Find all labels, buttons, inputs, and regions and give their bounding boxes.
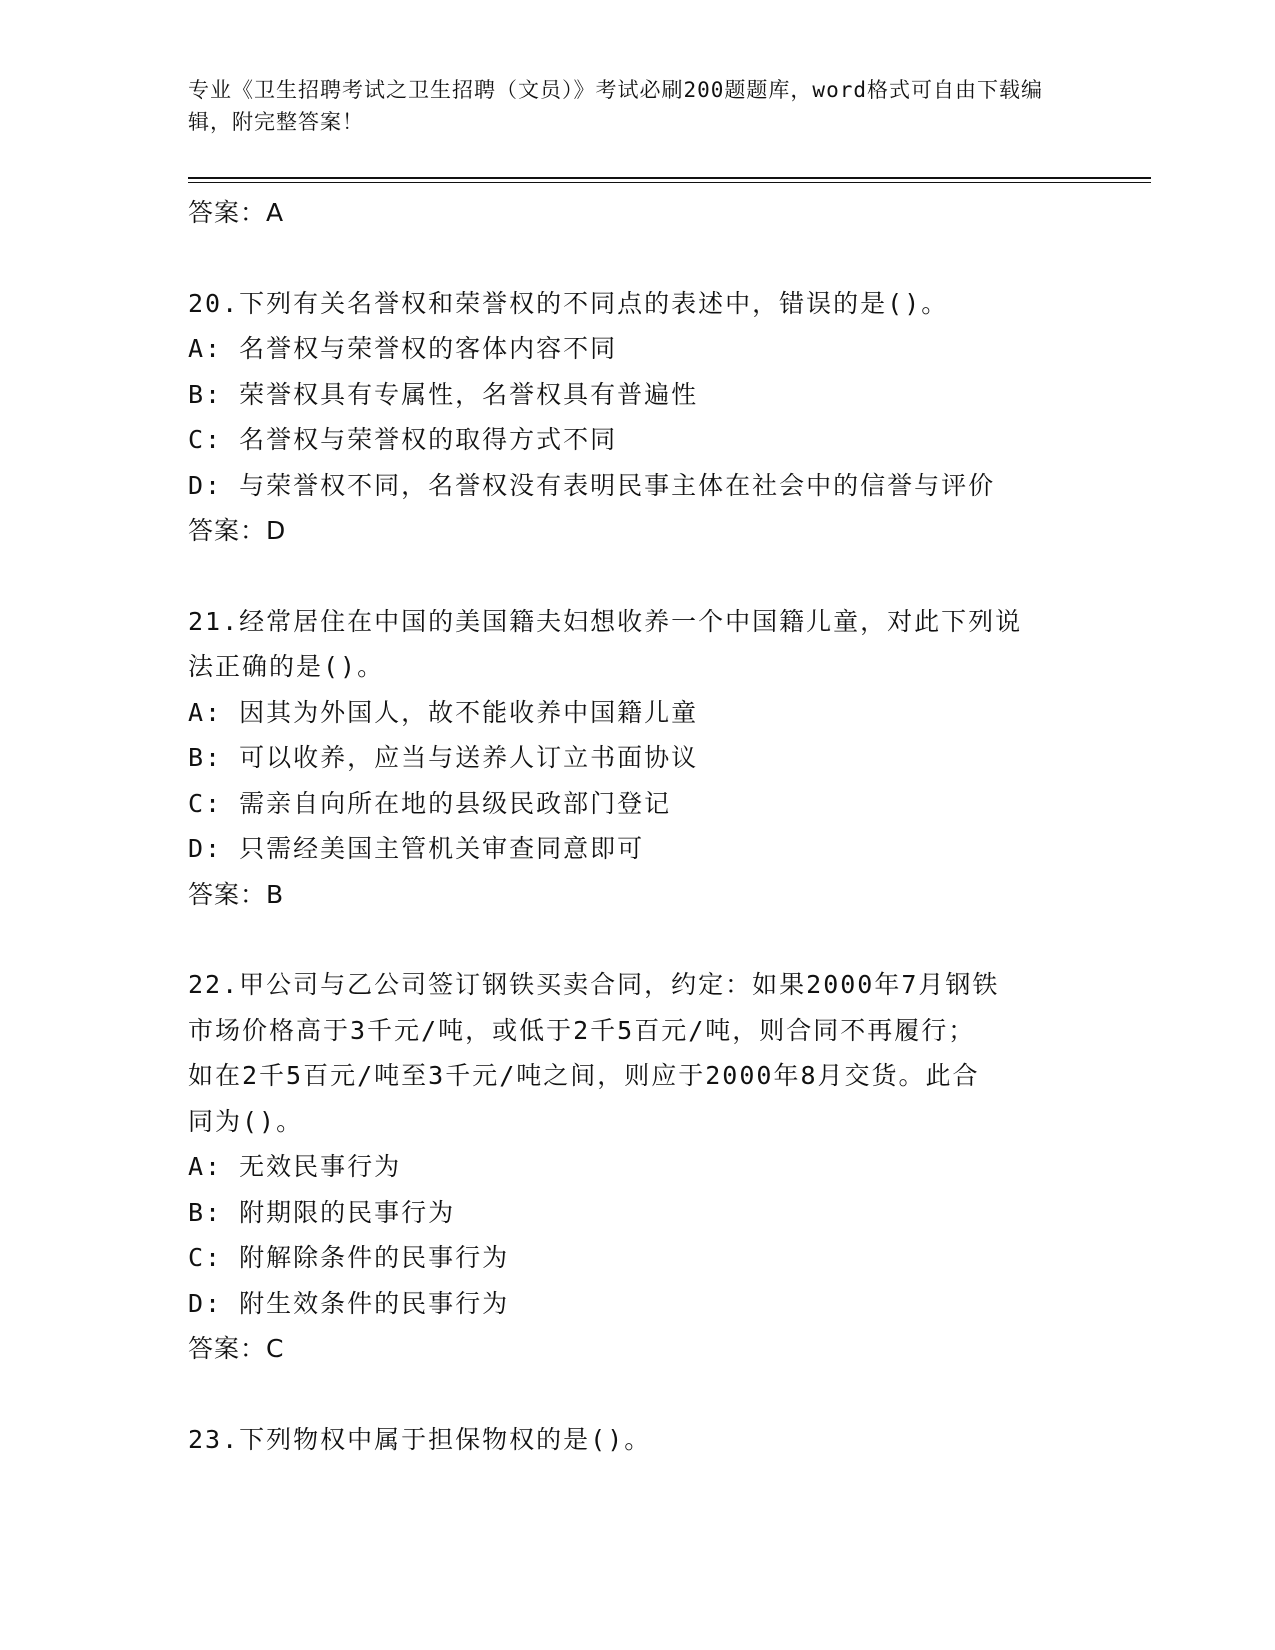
question-22 — [188, 962, 1088, 1372]
question-text: 20.下列有关名誉权和荣誉权的不同点的表述中，错误的是()。 — [188, 288, 949, 318]
document-header: 专业《卫生招聘考试之卫生招聘（文员）》考试必刷200题题库，word格式可自由下载编辑，附完整答案！ — [188, 78, 1043, 134]
option-a: A: 无效民事行为 — [188, 1152, 402, 1181]
option-d: D: 只需经美国主管机关审查同意即可 — [188, 834, 645, 863]
question-text: 21.经常居住在中国的美国籍夫妇想收养一个中国籍儿童，对此下列说 法正确的是()。 — [188, 606, 1023, 681]
option-c: C: 需亲自向所在地的县级民政部门登记 — [188, 788, 672, 818]
option-d: D: 附生效条件的民事行为 — [188, 1288, 510, 1318]
option-b: B: 可以收养，应当与送养人订立书面协议 — [188, 743, 699, 772]
option-b: B: 附期限的民事行为 — [188, 1197, 456, 1227]
question-text: 22.甲公司与乙公司签订钢铁买卖合同，约定：如果2000年7月钢铁 市场价格高于3千元/吨，或低于2千5百元/吨，则合同不再履行； 如在2千5百元/吨至3千元/吨之间，则应于2000年8月交货。此合 同为()。 — [188, 970, 1000, 1136]
header-divider-thin — [188, 182, 1151, 183]
option-c: C: 名誉权与荣誉权的取得方式不同 — [188, 425, 618, 454]
question-text: 23.下列物权中属于担保物权的是()。 — [188, 1424, 652, 1454]
question-list — [188, 190, 1088, 1462]
answer: 答案：D — [188, 516, 287, 545]
option-a: A: 因其为外国人，故不能收养中国籍儿童 — [188, 697, 699, 727]
question-20 — [188, 281, 1088, 554]
question-21 — [188, 599, 1088, 918]
answer-previous: 答案：A — [188, 198, 285, 227]
answer: 答案：B — [188, 879, 285, 909]
header-divider-thick — [188, 177, 1151, 179]
option-d: D: 与荣誉权不同，名誉权没有表明民事主体在社会中的信誉与评价 — [188, 470, 996, 500]
answer: 答案：C — [188, 1334, 285, 1363]
option-b: B: 荣誉权具有专属性，名誉权具有普遍性 — [188, 379, 699, 409]
option-a: A: 名誉权与荣誉权的客体内容不同 — [188, 334, 618, 363]
question-23 — [188, 1417, 1088, 1463]
option-c: C: 附解除条件的民事行为 — [188, 1243, 510, 1272]
